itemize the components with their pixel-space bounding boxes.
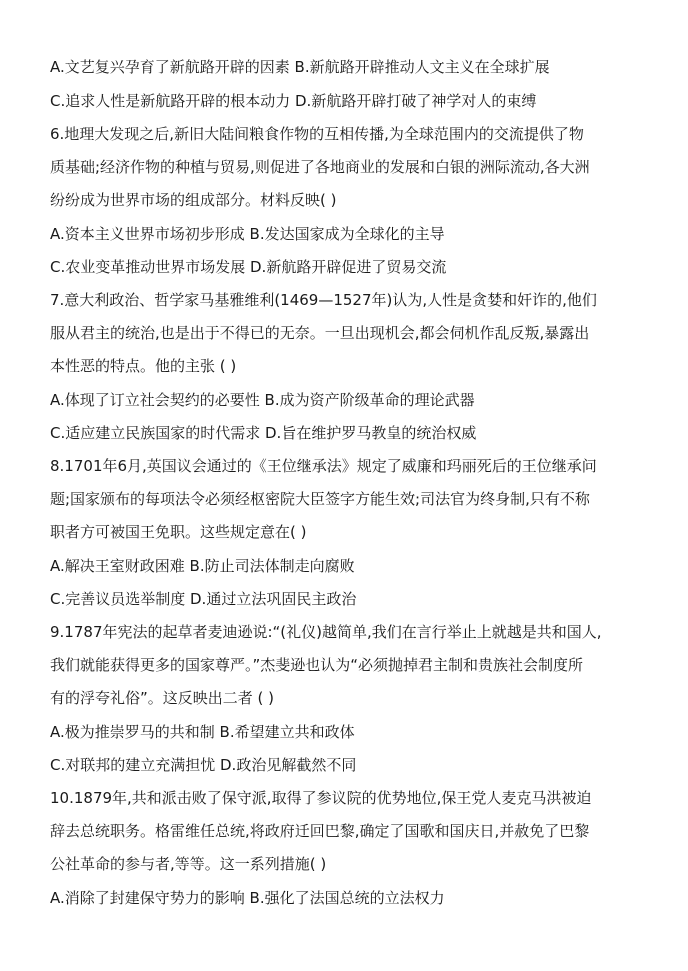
q6-option-c-d: C.农业变革推动世界市场发展 D.新航路开辟促进了贸易交流 — [50, 258, 447, 276]
q9-option-a-b: A.极为推崇罗马的共和制 B.希望建立共和政体 — [50, 723, 355, 741]
q10-stem-line-2: 辞去总统职务。格雷维任总统,将政府迁回巴黎,确定了国歌和国庆日,并赦免了巴黎 — [50, 822, 590, 840]
q9-stem-line-3: 有的浮夸礼俗”。这反映出二者 ( ) — [50, 689, 275, 707]
q5-option-c-d: C.追求人性是新航路开辟的根本动力 D.新航路开辟打破了神学对人的束缚 — [50, 92, 537, 110]
q10-option-a-b: A.消除了封建保守势力的影响 B.强化了法国总统的立法权力 — [50, 889, 445, 907]
q10-stem-line-1: 10.1879年,共和派击败了保守派,取得了参议院的优势地位,保王党人麦克马洪被迫 — [50, 789, 592, 807]
q5-option-a-b: A.文艺复兴孕育了新航路开辟的因素 B.新航路开辟推动人文主义在全球扩展 — [50, 58, 550, 76]
q9-option-c-d: C.对联邦的建立充满担忧 D.政治见解截然不同 — [50, 756, 357, 774]
q7-stem-line-3: 本性恶的特点。他的主张 ( ) — [50, 357, 237, 375]
q6-stem-line-3: 纷纷成为世界市场的组成部分。材料反映( ) — [50, 191, 337, 209]
q8-option-a-b: A.解决王室财政困难 B.防止司法体制走向腐败 — [50, 557, 355, 575]
q7-stem-line-1: 7.意大利政治、哲学家马基雅维利(1469—1527年)认为,人性是贪婪和奸诈的,他们 — [50, 291, 597, 309]
q6-stem-line-1: 6.地理大发现之后,新旧大陆间粮食作物的互相传播,为全球范围内的交流提供了物 — [50, 125, 584, 143]
q10-stem-line-3: 公社革命的参与者,等等。这一系列措施( ) — [50, 855, 327, 873]
q8-option-c-d: C.完善议员选举制度 D.通过立法巩固民主政治 — [50, 590, 357, 608]
q7-stem-line-2: 服从君主的统治,也是出于不得已的无奈。一旦出现机会,都会伺机作乱反叛,暴露出 — [50, 324, 590, 342]
q9-stem-line-1: 9.1787年宪法的起草者麦迪逊说:“(礼仪)越简单,我们在言行举止上就越是共和国人, — [50, 623, 602, 641]
q7-option-c-d: C.适应建立民族国家的时代需求 D.旨在维护罗马教皇的统治权威 — [50, 424, 477, 442]
q8-stem-line-3: 职者方可被国王免职。这些规定意在( ) — [50, 523, 307, 541]
q9-stem-line-2: 我们就能获得更多的国家尊严。”杰斐逊也认为“必须抛掉君主制和贵族社会制度所 — [50, 656, 584, 674]
q6-option-a-b: A.资本主义世界市场初步形成 B.发达国家成为全球化的主导 — [50, 225, 445, 243]
q8-stem-line-1: 8.1701年6月,英国议会通过的《王位继承法》规定了威廉和玛丽死后的王位继承问 — [50, 457, 597, 475]
q6-stem-line-2: 质基础;经济作物的种植与贸易,则促进了各地商业的发展和白银的洲际流动,各大洲 — [50, 158, 590, 176]
q7-option-a-b: A.体现了订立社会契约的必要性 B.成为资产阶级革命的理论武器 — [50, 391, 475, 409]
q8-stem-line-2: 题;国家颁布的每项法令必须经枢密院大臣签字方能生效;司法官为终身制,只有不称 — [50, 490, 590, 508]
